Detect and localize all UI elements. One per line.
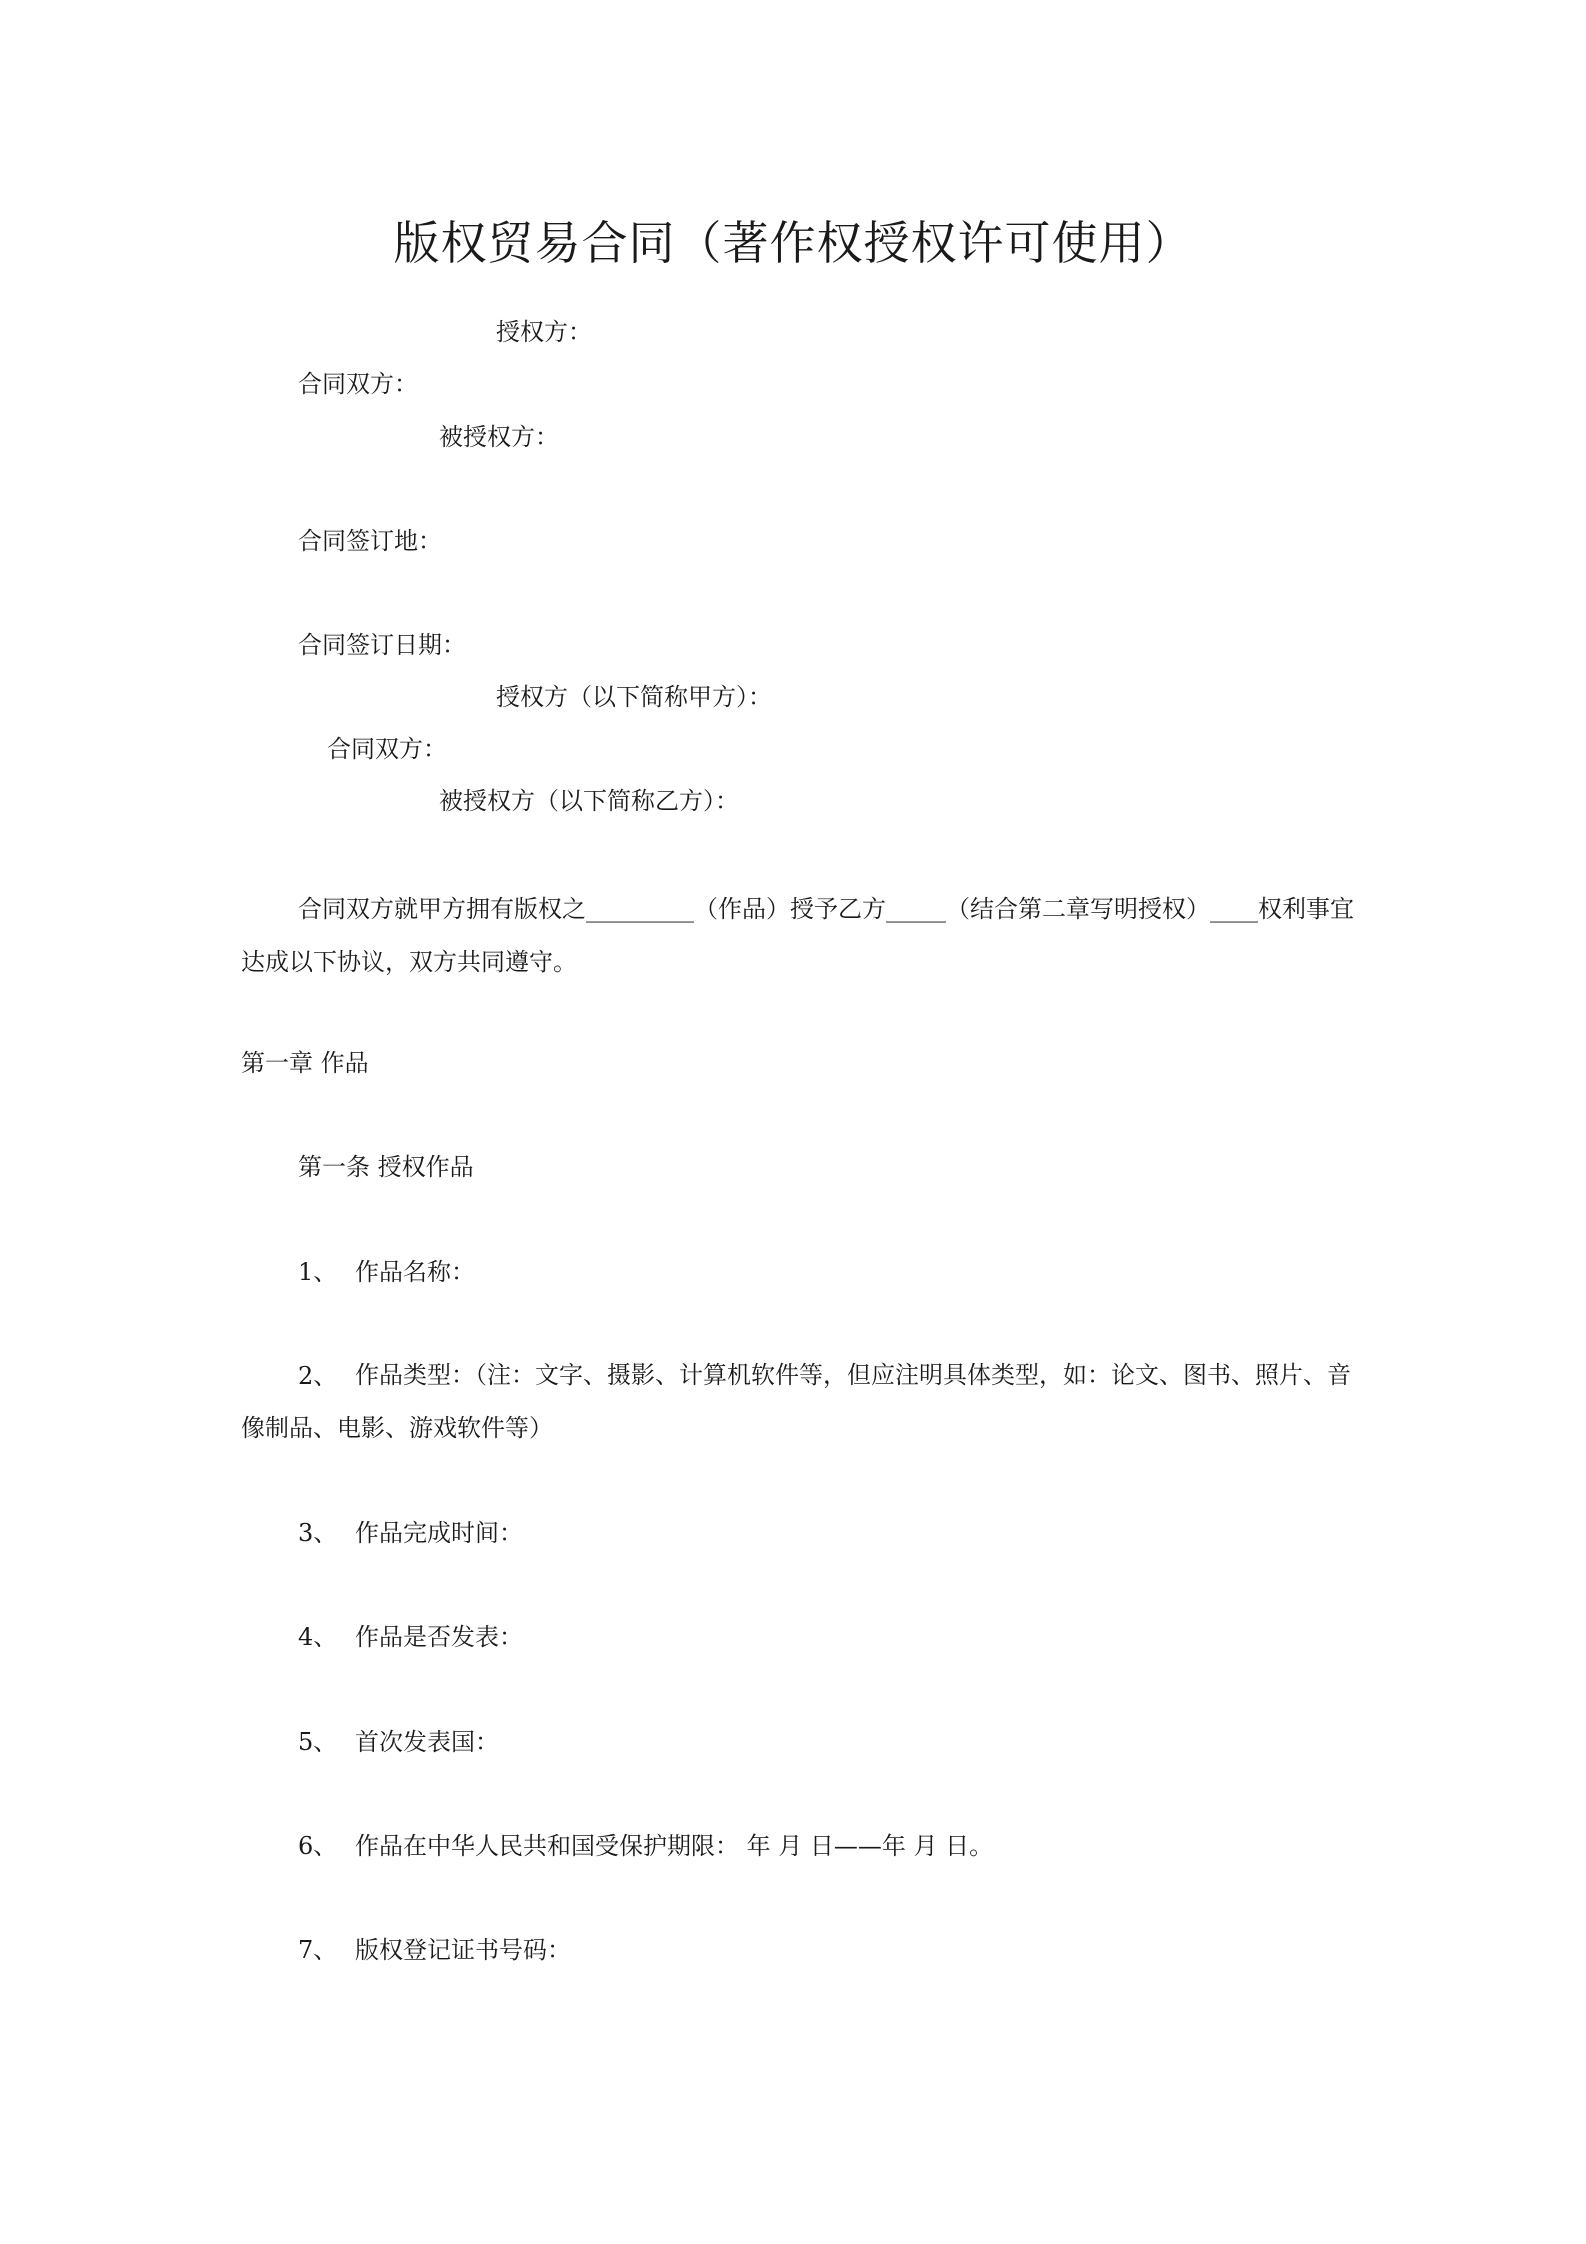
item-text: 作品类型：（注：文字、摄影、计算机软件等，但应注明具体类型，如：论文、图书、照片、音像制品、电影、游戏软件等） [241,1361,1351,1442]
grantee-b-label: 被授权方（以下简称乙方）： [439,787,739,815]
item-number: 1、 [298,1258,338,1286]
item-number: 3、 [298,1519,338,1547]
grantor-a-label: 授权方（以下简称甲方）： [496,683,772,711]
item-number: 7、 [298,1936,338,1964]
parties-label: 合同双方： [298,370,418,398]
chapter-heading: 第一章 作品 [241,1049,369,1077]
page-title: 版权贸易合同（著作权授权许可使用） [393,216,1193,270]
item-text: 作品完成时间： [355,1519,523,1547]
signing-date-label: 合同签订日期： [298,631,466,659]
intro-paragraph: 合同双方就甲方拥有版权之_________（作品）授予乙方_____（结合第二章写明授权）____权利事宜达成以下协议，双方共同遵守。 [241,895,1354,976]
item-number: 5、 [298,1728,338,1756]
grantor-label: 授权方： [496,318,592,346]
item-text: 作品名称： [355,1258,475,1286]
parties-label-2: 合同双方： [327,735,447,763]
item-text: 作品是否发表： [355,1623,523,1651]
signing-place-label: 合同签订地： [298,527,442,555]
grantee-label: 被授权方： [439,423,559,451]
item-text: 首次发表国： [355,1728,499,1756]
item-text: 作品在中华人民共和国受保护期限： 年 月 日——年 月 日。 [355,1832,994,1860]
item-number: 6、 [298,1832,338,1860]
article-heading: 第一条 授权作品 [298,1153,474,1181]
item-text: 版权登记证书号码： [355,1936,571,1964]
item-number: 4、 [298,1623,338,1651]
item-number: 2、 [298,1362,338,1390]
